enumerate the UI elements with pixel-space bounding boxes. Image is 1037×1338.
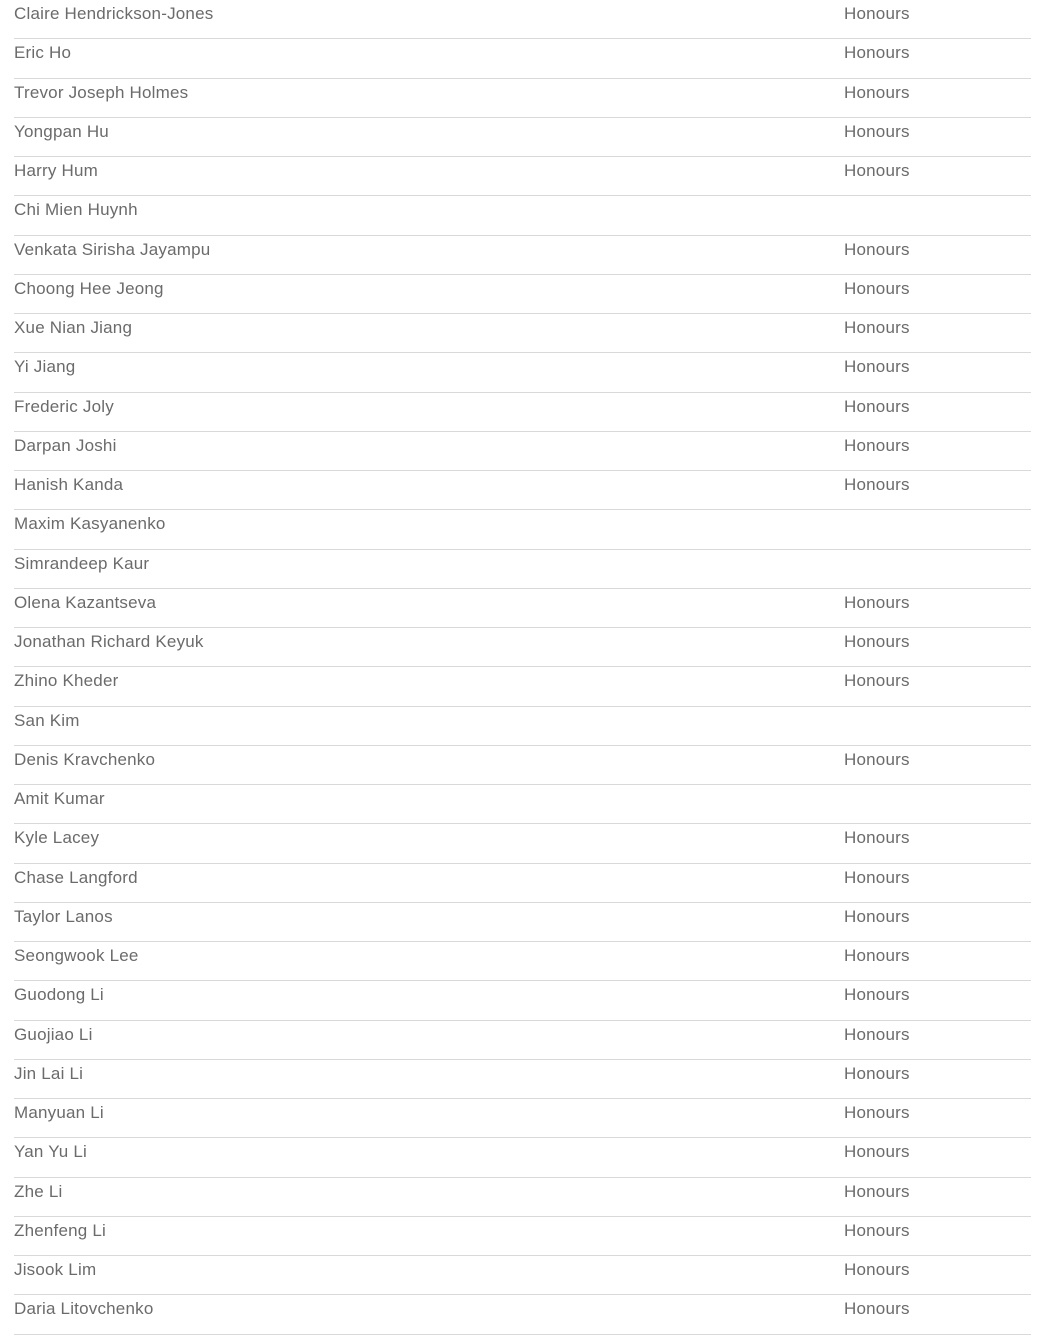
graduate-name: Guojiao Li	[14, 1024, 93, 1044]
graduate-name: Yongpan Hu	[14, 121, 109, 141]
graduate-name: Chi Mien Huynh	[14, 200, 138, 220]
graduate-list	[14, 0, 1031, 1335]
honours-label: Honours	[844, 475, 910, 494]
list-item	[14, 353, 1031, 392]
honours-label: Honours	[844, 1299, 910, 1319]
list-item	[14, 550, 1031, 589]
list-item	[14, 1256, 1031, 1295]
graduate-name: Jin Lai Li	[14, 1063, 84, 1083]
list-item	[14, 1099, 1031, 1138]
honours-label: Honours	[844, 828, 910, 848]
list-item	[14, 1021, 1031, 1060]
honours-label: Honours	[844, 592, 910, 612]
honours-label: Honours	[844, 632, 910, 651]
list-item	[14, 196, 1031, 235]
list-item	[14, 981, 1031, 1020]
graduate-name: Harry Hum	[14, 161, 98, 180]
graduate-name: Jonathan Richard Keyuk	[14, 632, 204, 651]
graduate-name: Venkata Sirisha Jayampu	[14, 239, 211, 259]
honours-label: Honours	[844, 1103, 910, 1122]
honours-label: Honours	[844, 82, 910, 102]
graduate-name: Darpan Joshi	[14, 435, 117, 455]
graduate-name: Eric Ho	[14, 43, 72, 63]
list-item	[14, 1217, 1031, 1256]
honours-label: Honours	[844, 357, 910, 377]
list-item	[14, 393, 1031, 432]
graduate-name: Jisook Lim	[14, 1260, 97, 1279]
list-item	[14, 942, 1031, 981]
graduate-name: Hanish Kanda	[14, 475, 124, 494]
honours-label: Honours	[844, 43, 910, 63]
graduate-name: Amit Kumar	[14, 789, 105, 808]
honours-label: Honours	[844, 1063, 910, 1083]
graduate-name: Kyle Lacey	[14, 828, 100, 848]
list-item	[14, 1295, 1031, 1334]
list-item	[14, 589, 1031, 628]
list-item	[14, 275, 1031, 314]
graduate-name: Seongwook Lee	[14, 946, 139, 965]
honours-label: Honours	[844, 1260, 910, 1279]
list-item	[14, 432, 1031, 471]
graduate-name: Yan Yu Li	[14, 1142, 88, 1162]
graduate-name: Chase Langford	[14, 867, 138, 887]
honours-label: Honours	[844, 239, 910, 259]
graduate-name: Choong Hee Jeong	[14, 278, 164, 298]
graduate-name: Guodong Li	[14, 985, 104, 1005]
list-item	[14, 236, 1031, 275]
honours-label: Honours	[844, 396, 910, 416]
graduate-name: Yi Jiang	[14, 357, 76, 377]
list-item	[14, 1178, 1031, 1217]
honours-label: Honours	[844, 1220, 910, 1240]
graduate-name: Trevor Joseph Holmes	[14, 82, 189, 102]
list-item	[14, 864, 1031, 903]
list-item	[14, 824, 1031, 863]
list-item	[14, 471, 1031, 510]
honours-label: Honours	[844, 1181, 910, 1201]
honours-label: Honours	[844, 4, 910, 23]
list-item	[14, 785, 1031, 824]
list-item	[14, 903, 1031, 942]
graduate-name: Zhino Kheder	[14, 671, 119, 691]
list-item	[14, 1138, 1031, 1177]
list-item	[14, 0, 1031, 39]
graduate-name: San Kim	[14, 710, 80, 730]
honours-label: Honours	[844, 318, 910, 337]
honours-label: Honours	[844, 435, 910, 455]
graduate-name: Simrandeep Kaur	[14, 553, 150, 573]
honours-label: Honours	[844, 121, 910, 141]
graduate-name: Zhenfeng Li	[14, 1220, 106, 1240]
honours-label: Honours	[844, 671, 910, 691]
graduate-name: Xue Nian Jiang	[14, 318, 133, 337]
graduate-name: Zhe Li	[14, 1181, 63, 1201]
graduate-name: Manyuan Li	[14, 1103, 104, 1122]
list-item	[14, 39, 1031, 78]
honours-label: Honours	[844, 1142, 910, 1162]
graduate-name: Frederic Joly	[14, 396, 114, 416]
honours-label: Honours	[844, 278, 910, 298]
list-item	[14, 628, 1031, 667]
list-item	[14, 667, 1031, 706]
honours-label: Honours	[844, 749, 910, 769]
list-item	[14, 707, 1031, 746]
honours-label: Honours	[844, 867, 910, 887]
honours-label: Honours	[844, 946, 910, 965]
list-item	[14, 314, 1031, 353]
honours-label: Honours	[844, 161, 910, 180]
honours-label: Honours	[844, 985, 910, 1005]
graduate-name: Taylor Lanos	[14, 906, 113, 926]
list-item	[14, 79, 1031, 118]
graduate-name: Claire Hendrickson-Jones	[14, 4, 214, 23]
graduate-name: Daria Litovchenko	[14, 1299, 154, 1319]
honours-label: Honours	[844, 1024, 910, 1044]
graduate-name: Olena Kazantseva	[14, 592, 157, 612]
list-item	[14, 1060, 1031, 1099]
graduate-name: Maxim Kasyanenko	[14, 514, 166, 534]
list-item	[14, 510, 1031, 549]
graduate-name: Denis Kravchenko	[14, 749, 156, 769]
list-item	[14, 746, 1031, 785]
list-item	[14, 157, 1031, 196]
list-item	[14, 118, 1031, 157]
honours-label: Honours	[844, 906, 910, 926]
